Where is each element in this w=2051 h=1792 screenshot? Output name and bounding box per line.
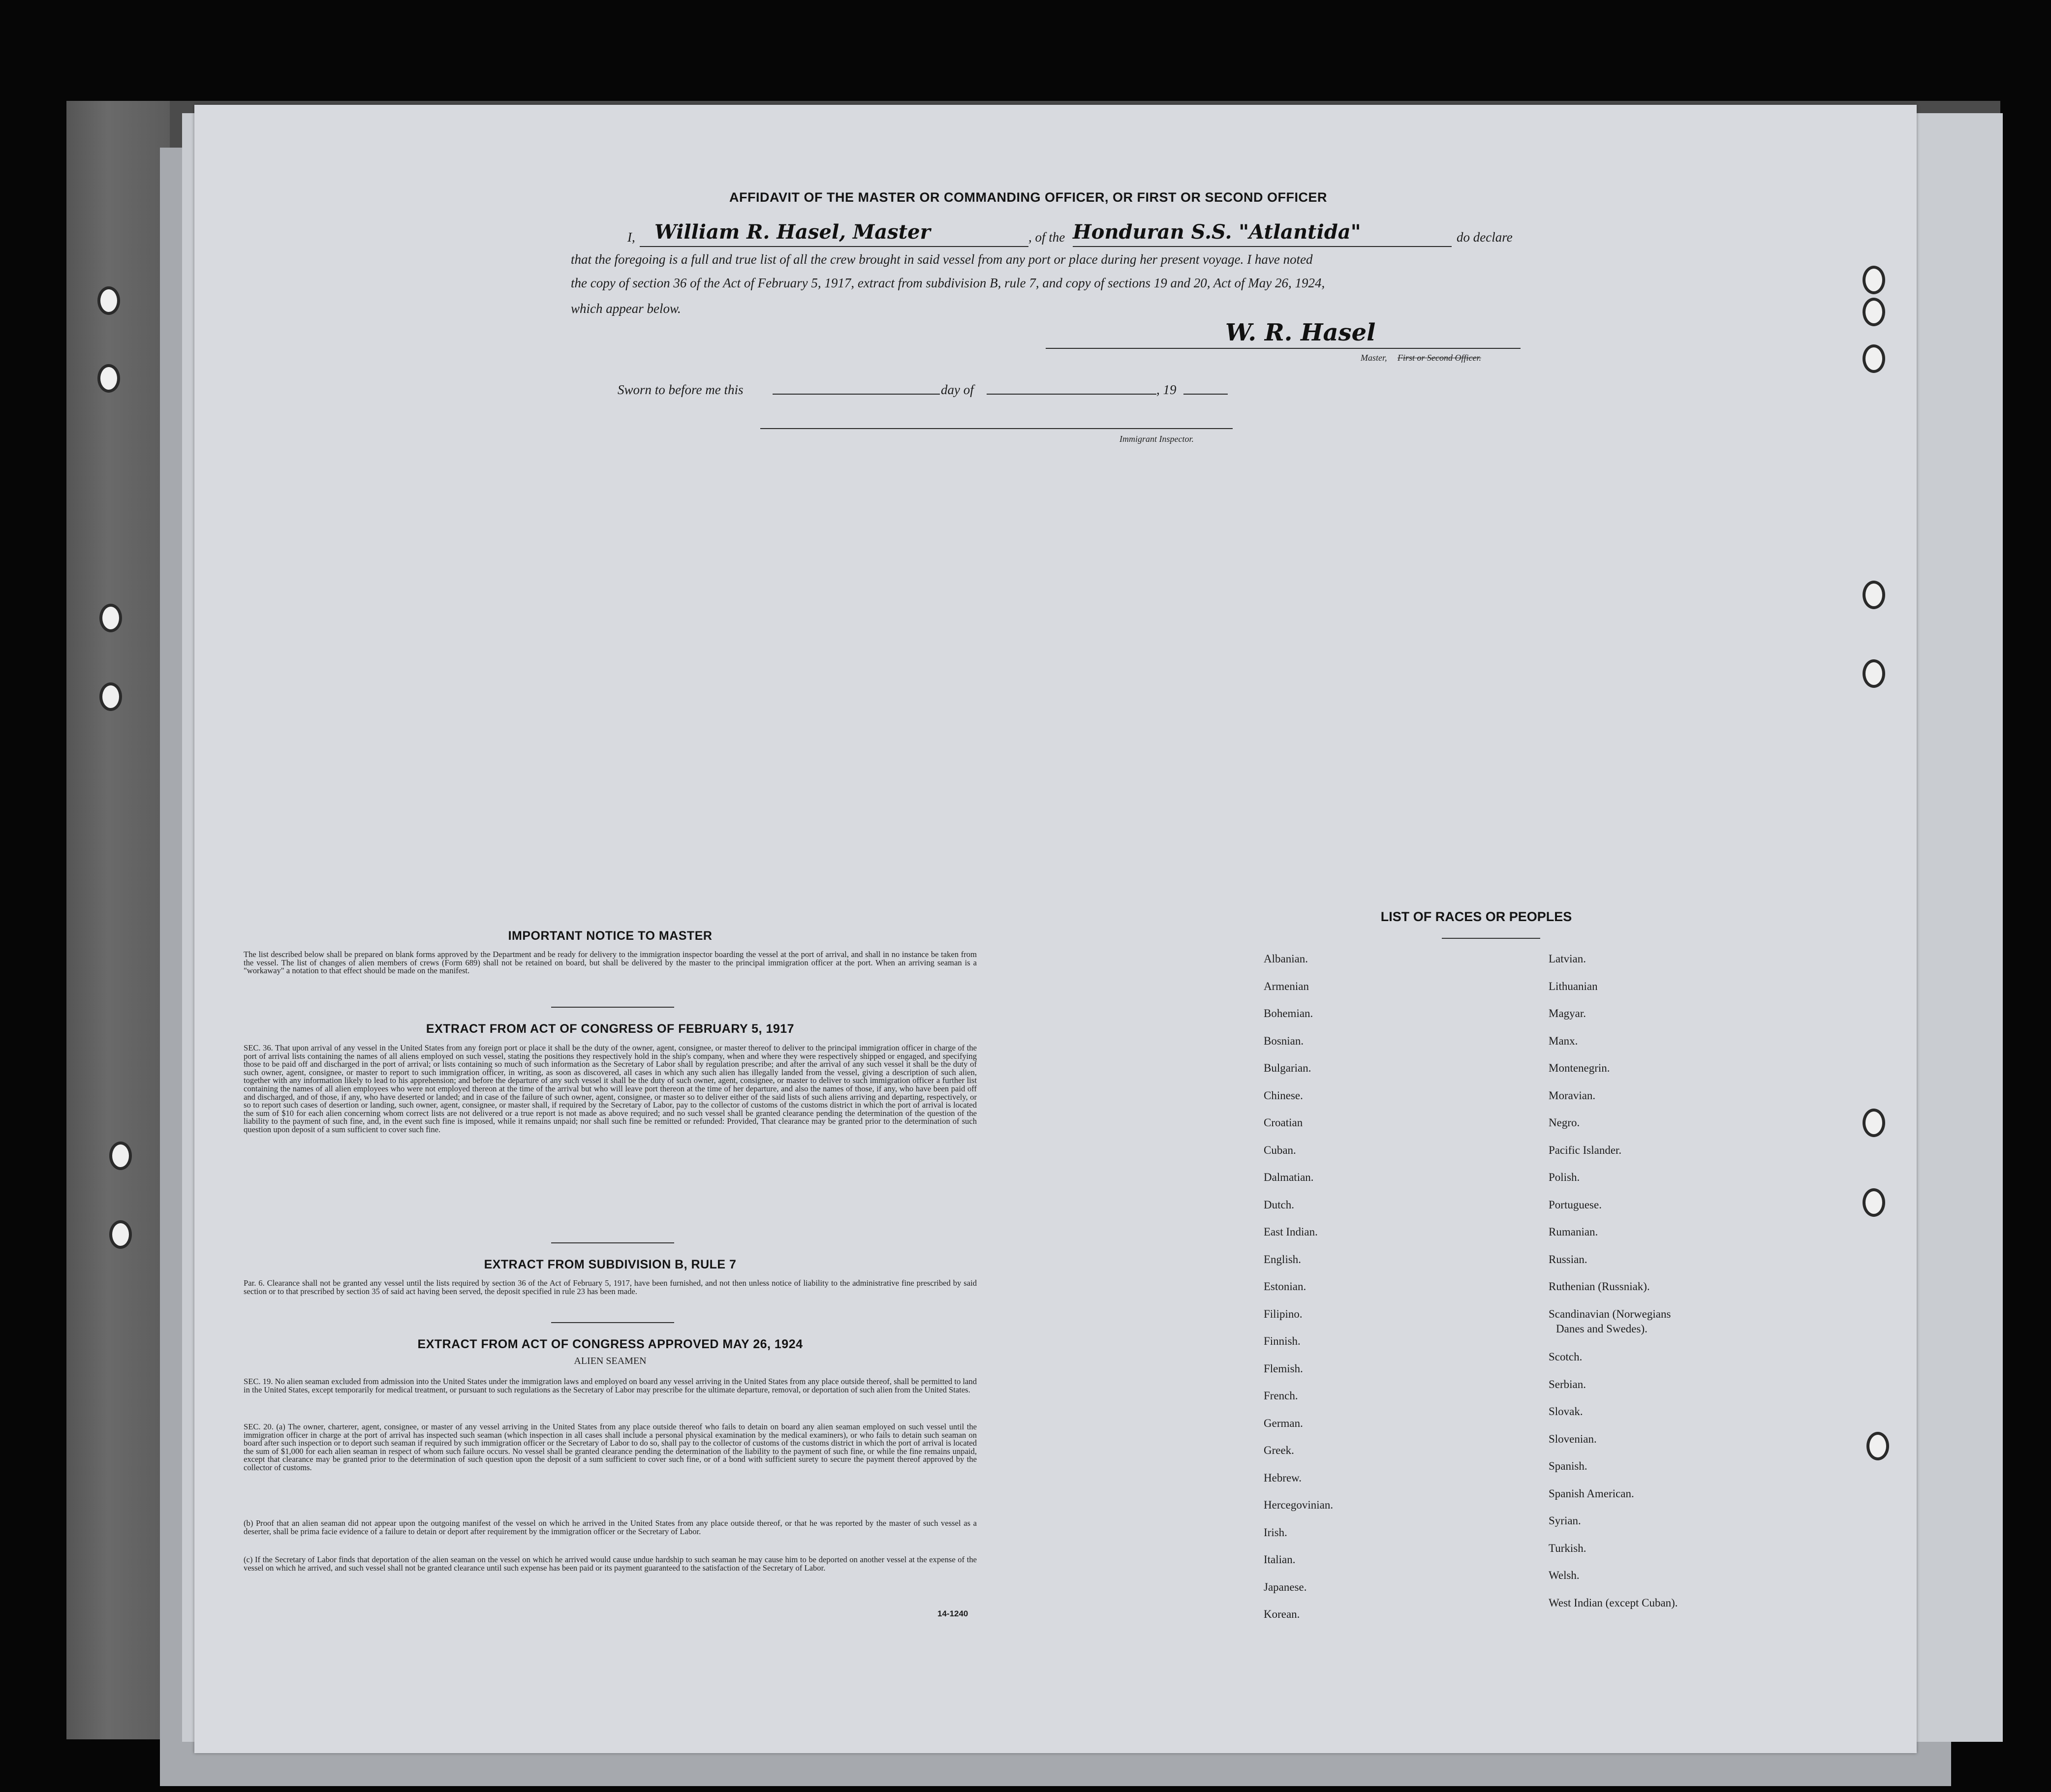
affidavit-line3: the copy of section 36 of the Act of February 5, 1917, extract from subdivision B, rule 7, and copy of sections 19 and 20, Act of May 26, 1924, bbox=[571, 276, 1325, 290]
race-item: Scotch. bbox=[1549, 1351, 1583, 1363]
race-item: Danes and Swedes). bbox=[1556, 1322, 1647, 1335]
race-item: Dutch. bbox=[1264, 1198, 1294, 1211]
race-item: Polish. bbox=[1549, 1171, 1580, 1183]
sworn-day-line bbox=[773, 394, 940, 395]
inspector-line bbox=[760, 428, 1233, 429]
race-item: Welsh. bbox=[1549, 1569, 1580, 1581]
race-item: Scandinavian (Norwegians bbox=[1549, 1307, 1671, 1320]
master-name-handwritten: William R. Hasel, Master bbox=[654, 220, 931, 244]
name-line bbox=[640, 246, 1028, 247]
sworn-year: , 19 bbox=[1156, 382, 1177, 397]
extract2-title: EXTRACT FROM SUBDIVISION B, RULE 7 bbox=[484, 1258, 737, 1271]
extract3-sec20a: SEC. 20. (a) The owner, charterer, agent, consignee, or master of any vessel arriving in the United States from any place outside thereof who fails to detain on board any alien seaman employed on such vessel until the immigration officer in charge at the port of arrival has inspected such seaman (which inspection in all cases shall include a personal physical examination by the medical examiners), or who fails to detain such seaman on board after such inspection or to deport such seaman if required by such immigration officer or the Secretary of Labor to do so, shall pay to the collector of customs of the customs district in which the port of arrival is located the sum of $1,000 for each alien seaman in respect of whom such failure occurs. No vessel shall be granted clearance pending the determination of the liability to the payment of such fine, or while the fine remains unpaid, except that clearance may be granted prior to the determination of such question upon the deposit of a sum sufficient to cover such fine, or of a bond with sufficient surety to secure the payment thereof approved by the collector of customs. bbox=[244, 1423, 977, 1472]
race-item: Ruthenian (Russniak). bbox=[1549, 1280, 1650, 1293]
race-item: French. bbox=[1264, 1390, 1298, 1402]
sworn-text: Sworn to before me this bbox=[618, 382, 744, 397]
race-item: Lithuanian bbox=[1549, 980, 1598, 992]
extract2-divider bbox=[551, 1322, 674, 1323]
race-item: Albanian. bbox=[1264, 953, 1308, 965]
punch-hole bbox=[1863, 659, 1885, 688]
race-item: Armenian bbox=[1264, 980, 1309, 992]
race-item: Hercegovinian. bbox=[1264, 1499, 1334, 1511]
race-item: Spanish American. bbox=[1549, 1487, 1634, 1500]
punch-hole bbox=[109, 1142, 132, 1170]
extract3-title: EXTRACT FROM ACT OF CONGRESS APPROVED MAY 26, 1924 bbox=[417, 1337, 803, 1351]
race-item: Bulgarian. bbox=[1264, 1062, 1311, 1074]
race-item: Finnish. bbox=[1264, 1335, 1301, 1347]
affidavit-do-declare: do declare bbox=[1457, 230, 1513, 245]
races-title: LIST OF RACES OR PEOPLES bbox=[1380, 909, 1572, 924]
race-item: Estonian. bbox=[1264, 1280, 1306, 1293]
punch-hole bbox=[97, 286, 120, 315]
extract2-body: Par. 6. Clearance shall not be granted any vessel until the lists required by section 36 of the Act of February 5, 1917, have been furnished, and not then unless notice of liability to the administrative fine prescribed by said section or to that prescribed by section 35 of said act having been served, the deposit specified in rule 23 has been made. bbox=[244, 1279, 977, 1296]
punch-hole bbox=[1863, 1188, 1885, 1217]
affidavit-line2: that the foregoing is a full and true list of all the crew brought in said vessel from any port or place during her present voyage. I have noted bbox=[571, 252, 1313, 267]
punch-hole bbox=[1866, 1432, 1889, 1460]
punch-hole bbox=[109, 1220, 132, 1249]
race-item: Chinese. bbox=[1264, 1089, 1303, 1102]
race-item: Filipino. bbox=[1264, 1307, 1303, 1320]
notice-title: IMPORTANT NOTICE TO MASTER bbox=[508, 929, 713, 943]
race-item: Magyar. bbox=[1549, 1007, 1586, 1020]
extract1-body: SEC. 36. That upon arrival of any vessel in the United States from any foreign port or place it shall be the duty of the owner, agent, consignee, or master thereof to deliver to the principal immigration officer in charge of the port of arrival lists containing the names of all aliens employed on such vessel, stating the positions they respectively hold in the ship's company, when and where they were respectively shipped or engaged, and specifying those to be paid off and discharged in the port of arrival; or lists containing so much of such information as the Secretary of Labor shall by regulation prescribe; and after the arrival of any such vessel it shall be the duty of such owner, agent, consignee, or master to report to such immigration officer, in writing, as soon as discovered, all cases in which any such alien has illegally landed from the vessel, giving a description of such alien, together with any information likely to lead to his apprehension; and before the departure of any such vessel it shall be the duty of such owner, agent, consignee, or master to deliver to such immigration officer a further list containing the names of all alien employees who were not employed thereon at the time of the arrival but who will leave port thereon at the time of her departure, and also the names of those, if any, who have been paid off and discharged, and of those, if any, who have deserted or landed; and in case of the failure of such owner, agent, consignee, or master so to deliver either of the said lists of such aliens arriving and departing, respectively, or so to report such cases of desertion or landing, such owner, agent, consignee, or master shall, if required by the Secretary of Labor, pay to the collector of customs of the customs district in which the port of arrival is located the sum of $10 for each alien concerning whom correct lists are not delivered or a true report is not made as above required; and no such vessel shall be granted clearance pending the determination of the question of the liability to the payment of such fine, and, in the event such fine is imposed, while it remains unpaid; nor shall such fine be remitted or refunded: Provided, That clearance may be granted prior to the determination of such question upon deposit of a sum sufficient to cover such fine. bbox=[244, 1044, 977, 1134]
punch-hole bbox=[99, 604, 122, 632]
race-item: Spanish. bbox=[1549, 1460, 1587, 1472]
race-item: Rumanian. bbox=[1549, 1226, 1598, 1238]
race-item: Serbian. bbox=[1549, 1378, 1586, 1390]
race-item: Montenegrin. bbox=[1549, 1062, 1610, 1074]
race-item: West Indian (except Cuban). bbox=[1549, 1596, 1678, 1609]
race-item: Negro. bbox=[1549, 1116, 1580, 1129]
punch-hole bbox=[1863, 266, 1885, 294]
signature-line bbox=[1046, 348, 1521, 349]
race-item: Croatian bbox=[1264, 1116, 1303, 1129]
race-item: Hebrew. bbox=[1264, 1471, 1302, 1484]
extract1-title: EXTRACT FROM ACT OF CONGRESS OF FEBRUARY 5, 1917 bbox=[426, 1022, 795, 1036]
extract3-sec19: SEC. 19. No alien seaman excluded from admission into the United States under the immigration laws and employed on board any vessel arriving in the United States from any place outside thereof, shall be permitted to land in the United States, except temporarily for medical treatment, or pursuant to such regulations as the Secretary of Labor may prescribe for the ultimate departure, removal, or deportation of such alien from the United States. bbox=[244, 1378, 977, 1394]
race-item: Bosnian. bbox=[1264, 1034, 1304, 1047]
notice-divider bbox=[551, 1007, 674, 1008]
vessel-line bbox=[1073, 246, 1452, 247]
race-item: Dalmatian. bbox=[1264, 1171, 1314, 1183]
race-item: Irish. bbox=[1264, 1526, 1287, 1539]
races-divider bbox=[1442, 938, 1540, 939]
punch-hole bbox=[97, 364, 120, 393]
extract3-subtitle: ALIEN SEAMEN bbox=[574, 1356, 647, 1366]
punch-hole bbox=[1863, 581, 1885, 609]
race-item: Latvian. bbox=[1549, 953, 1586, 965]
extract3-sec20c: (c) If the Secretary of Labor finds that deportation of the alien seaman on the vessel on which he arrived would cause undue hardship to such seaman he may cause him to be deported on another vessel at the expense of the vessel on which he arrived, and such vessel shall not be granted clearance until such expense has been paid or its payment guaranteed to the satisfaction of the Secretary of Labor. bbox=[244, 1556, 977, 1573]
race-item: Syrian. bbox=[1549, 1514, 1581, 1527]
vessel-name-handwritten: Honduran S.S. "Atlantida" bbox=[1073, 220, 1361, 244]
affidavit-title: AFFIDAVIT OF THE MASTER OR COMMANDING OFFICER, OR FIRST OR SECOND OFFICER bbox=[729, 190, 1327, 205]
race-item: Moravian. bbox=[1549, 1089, 1596, 1102]
affidavit-line4: which appear below. bbox=[571, 301, 681, 316]
punch-hole bbox=[1863, 298, 1885, 326]
punch-hole bbox=[1863, 344, 1885, 373]
binder-edge bbox=[66, 101, 170, 1739]
race-item: Manx. bbox=[1549, 1034, 1578, 1047]
sworn-year-line bbox=[1183, 394, 1228, 395]
race-item: Pacific Islander. bbox=[1549, 1143, 1622, 1156]
race-item: German. bbox=[1264, 1417, 1303, 1429]
race-item: Slovak. bbox=[1549, 1405, 1583, 1418]
signature-caption-struck: First or Second Officer. bbox=[1398, 353, 1481, 363]
race-item: Cuban. bbox=[1264, 1143, 1296, 1156]
extract3-sec20b: (b) Proof that an alien seaman did not appear upon the outgoing manifest of the vessel on which he arrived in the United States from any place outside thereof, or that he was reported by the master of such vessel as a deserter, shall be prima facie evidence of a failure to detain or deport after requirement by the immigration officer or the Secretary of Labor. bbox=[244, 1519, 977, 1536]
race-item: English. bbox=[1264, 1253, 1302, 1266]
inspector-caption: Immigrant Inspector. bbox=[1119, 434, 1194, 444]
extract1-divider bbox=[551, 1242, 674, 1243]
signature-handwritten: W. R. Hasel bbox=[1225, 319, 1376, 346]
race-item: Russian. bbox=[1549, 1253, 1587, 1266]
notice-body: The list described below shall be prepared on blank forms approved by the Department and be ready for delivery to the immigration inspector boarding the vessel at the port of arrival, and shall in no instance be taken from the vessel. The list of changes of alien members of crews (Form 689) shall not be retained on board, but shall be delivered by the master to the principal immigration officer at the port. When an arriving seaman is a "workaway" a notation to that effect should be made on the manifest. bbox=[244, 951, 977, 976]
race-item: East Indian. bbox=[1264, 1226, 1318, 1238]
affidavit-of-the: , of the bbox=[1028, 230, 1065, 245]
sworn-day-of: day of bbox=[941, 382, 974, 397]
race-item: Greek. bbox=[1264, 1444, 1294, 1456]
affidavit-i: I, bbox=[627, 230, 635, 245]
punch-hole bbox=[1863, 1109, 1885, 1137]
race-item: Turkish. bbox=[1549, 1542, 1586, 1554]
race-item: Korean. bbox=[1264, 1608, 1300, 1620]
race-item: Slovenian. bbox=[1549, 1432, 1597, 1445]
punch-hole bbox=[99, 682, 122, 711]
sworn-month-line bbox=[987, 394, 1156, 395]
race-item: Japanese. bbox=[1264, 1580, 1307, 1593]
signature-caption-master: Master, bbox=[1361, 353, 1387, 363]
race-item: Italian. bbox=[1264, 1553, 1296, 1566]
race-item: Bohemian. bbox=[1264, 1007, 1313, 1020]
form-number: 14-1240 bbox=[937, 1609, 968, 1618]
race-item: Portuguese. bbox=[1549, 1198, 1602, 1211]
race-item: Flemish. bbox=[1264, 1362, 1303, 1375]
